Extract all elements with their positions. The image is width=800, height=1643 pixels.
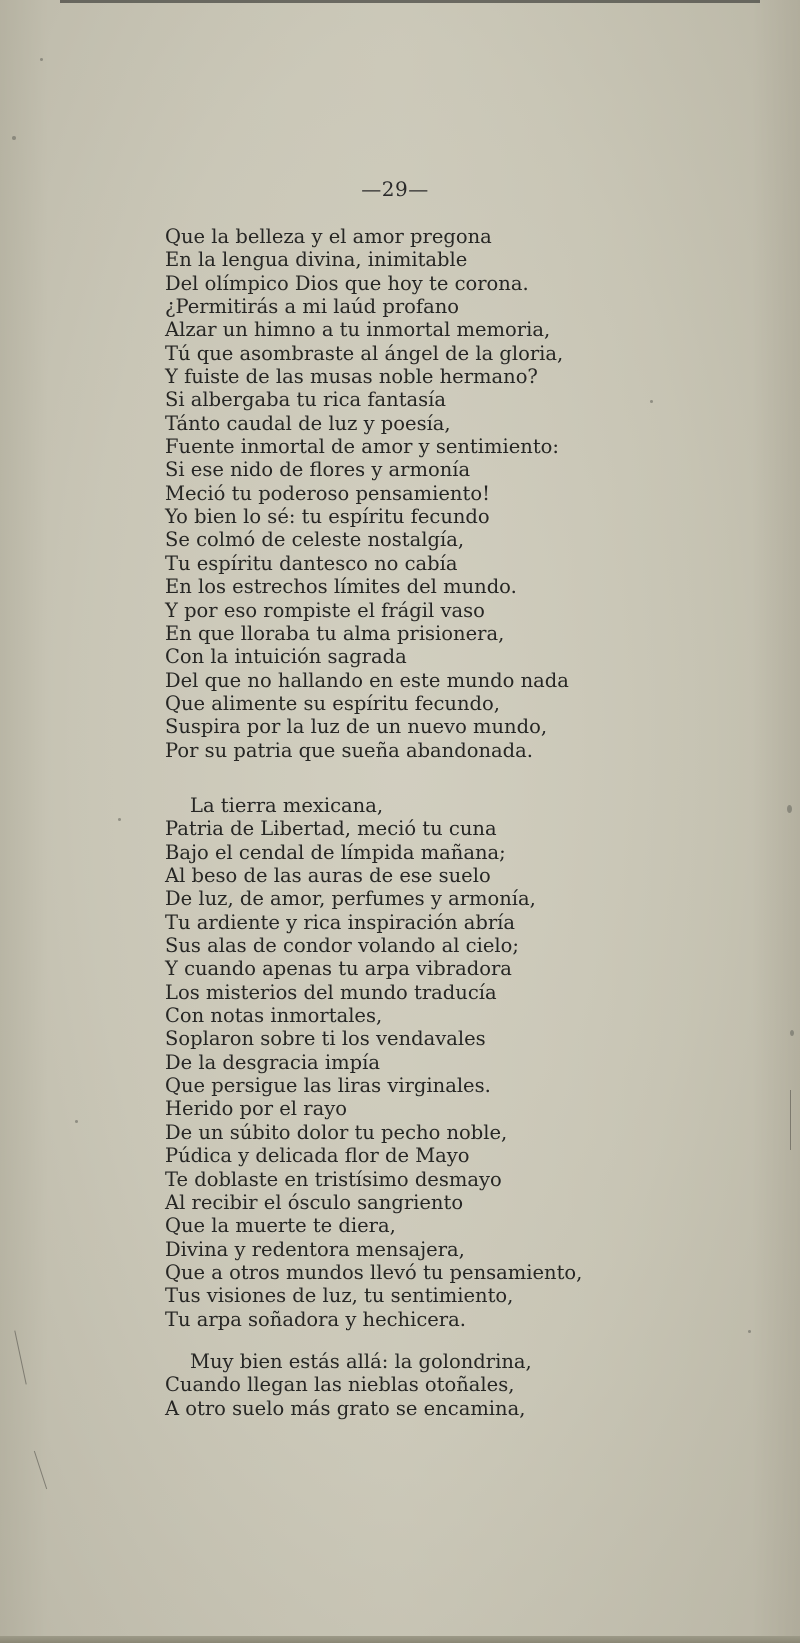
paper-speck bbox=[118, 818, 121, 821]
poem-line: Y fuiste de las musas noble hermano? bbox=[165, 365, 538, 389]
poem-line: Herido por el rayo bbox=[165, 1097, 347, 1121]
poem-line: Patria de Libertad, meció tu cuna bbox=[165, 817, 497, 841]
poem-line: La tierra mexicana, bbox=[190, 794, 384, 817]
poem-line: Que a otros mundos llevó tu pensamiento, bbox=[165, 1260, 583, 1284]
poem-line: Bajo el cendal de límpida mañana; bbox=[165, 840, 506, 864]
poem-line: Tus visiones de luz, tu sentimiento, bbox=[165, 1284, 514, 1308]
paper-speck bbox=[40, 58, 43, 61]
poem-line: A otro suelo más grato se encamina, bbox=[165, 1396, 526, 1420]
poem-line: En que lloraba tu alma prisionera, bbox=[165, 621, 505, 645]
poem-line: Por su patria que sueña abandonada. bbox=[165, 738, 533, 762]
paper-speck bbox=[12, 136, 16, 140]
poem-line: Al beso de las auras de ese suelo bbox=[165, 864, 491, 888]
poem-line: Yo bien lo sé: tu espíritu fecundo bbox=[165, 505, 490, 529]
paper-crack bbox=[34, 1451, 47, 1489]
poem-line: Que la muerte te diera, bbox=[165, 1214, 396, 1238]
poem-line: Púdica y delicada flor de Mayo bbox=[165, 1144, 470, 1168]
poem-line: Con notas inmortales, bbox=[165, 1004, 383, 1028]
poem-line: Meció tu poderoso pensamiento! bbox=[165, 481, 490, 505]
poem-stanza-1 bbox=[165, 225, 585, 762]
paper-speck bbox=[75, 1120, 78, 1123]
poem-line: Alzar un himno a tu inmortal memoria, bbox=[165, 318, 551, 342]
poem-line: Muy bien estás allá: la golondrina, bbox=[190, 1350, 532, 1373]
poem-line: Tu arpa soñadora y hechicera. bbox=[165, 1307, 466, 1331]
poem-line: Se colmó de celeste nostalgía, bbox=[165, 528, 465, 552]
paper-crack bbox=[14, 1330, 26, 1384]
poem-line: Divina y redentora mensajera, bbox=[165, 1237, 465, 1261]
poem-line: Y cuando apenas tu arpa vibradora bbox=[165, 957, 512, 981]
page-bottom-edge bbox=[0, 1636, 800, 1643]
paper-speck bbox=[790, 1030, 794, 1036]
poem-line: Y por eso rompiste el frágil vaso bbox=[165, 598, 485, 622]
poem-line: Si ese nido de flores y armonía bbox=[165, 458, 471, 482]
paper-speck bbox=[650, 400, 653, 403]
poem-line: Que persigue las liras virginales. bbox=[165, 1074, 491, 1098]
page-top-edge bbox=[60, 0, 760, 3]
poem-line: Que alimente su espíritu fecundo, bbox=[165, 691, 500, 715]
poem-line: Tu ardiente y rica inspiración abría bbox=[165, 910, 516, 934]
poem-line: Soplaron sobre ti los vendavales bbox=[165, 1027, 486, 1051]
paper-crack bbox=[790, 1090, 791, 1150]
poem-line: En los estrechos límites del mundo. bbox=[165, 575, 517, 599]
page-number: —29— bbox=[361, 177, 429, 201]
poem-line: Si albergaba tu rica fantasía bbox=[165, 388, 447, 412]
paper-speck bbox=[748, 1330, 751, 1333]
poem-line: Del que no hallando en este mundo nada bbox=[165, 668, 569, 692]
poem-line: Que la belleza y el amor pregona bbox=[165, 225, 492, 248]
poem-line: Con la intuición sagrada bbox=[165, 645, 407, 669]
poem-line: Del olímpico Dios que hoy te corona. bbox=[165, 271, 529, 295]
poem-line: En la lengua divina, inimitable bbox=[165, 248, 468, 272]
poem-line: Cuando llegan las nieblas otoñales, bbox=[165, 1373, 515, 1397]
poem-line: Tú que asombraste al ángel de la gloria, bbox=[165, 341, 564, 365]
poem-line: Fuente inmortal de amor y sentimiento: bbox=[165, 435, 559, 459]
poem-line: Tu espíritu dantesco no cabía bbox=[165, 551, 458, 575]
poem-line: De la desgracia impía bbox=[165, 1050, 380, 1074]
poem-line: Al recibir el ósculo sangriento bbox=[165, 1190, 464, 1214]
poem-line: Tánto caudal de luz y poesía, bbox=[165, 411, 451, 435]
poem-line: Los misterios del mundo traducía bbox=[165, 980, 497, 1004]
poem-stanza-2 bbox=[165, 794, 585, 1331]
poem-line: ¿Permitirás a mi laúd profano bbox=[165, 295, 460, 319]
poem-line: Te doblaste en tristísimo desmayo bbox=[165, 1167, 502, 1191]
poem-line: De luz, de amor, perfumes y armonía, bbox=[165, 887, 536, 911]
poem-line: De un súbito dolor tu pecho noble, bbox=[165, 1120, 508, 1144]
paper-speck bbox=[787, 805, 792, 813]
poem-stanza-3 bbox=[165, 1350, 585, 1420]
poem-line: Suspira por la luz de un nuevo mundo, bbox=[165, 715, 548, 739]
poem-line: Sus alas de condor volando al cielo; bbox=[165, 934, 519, 958]
